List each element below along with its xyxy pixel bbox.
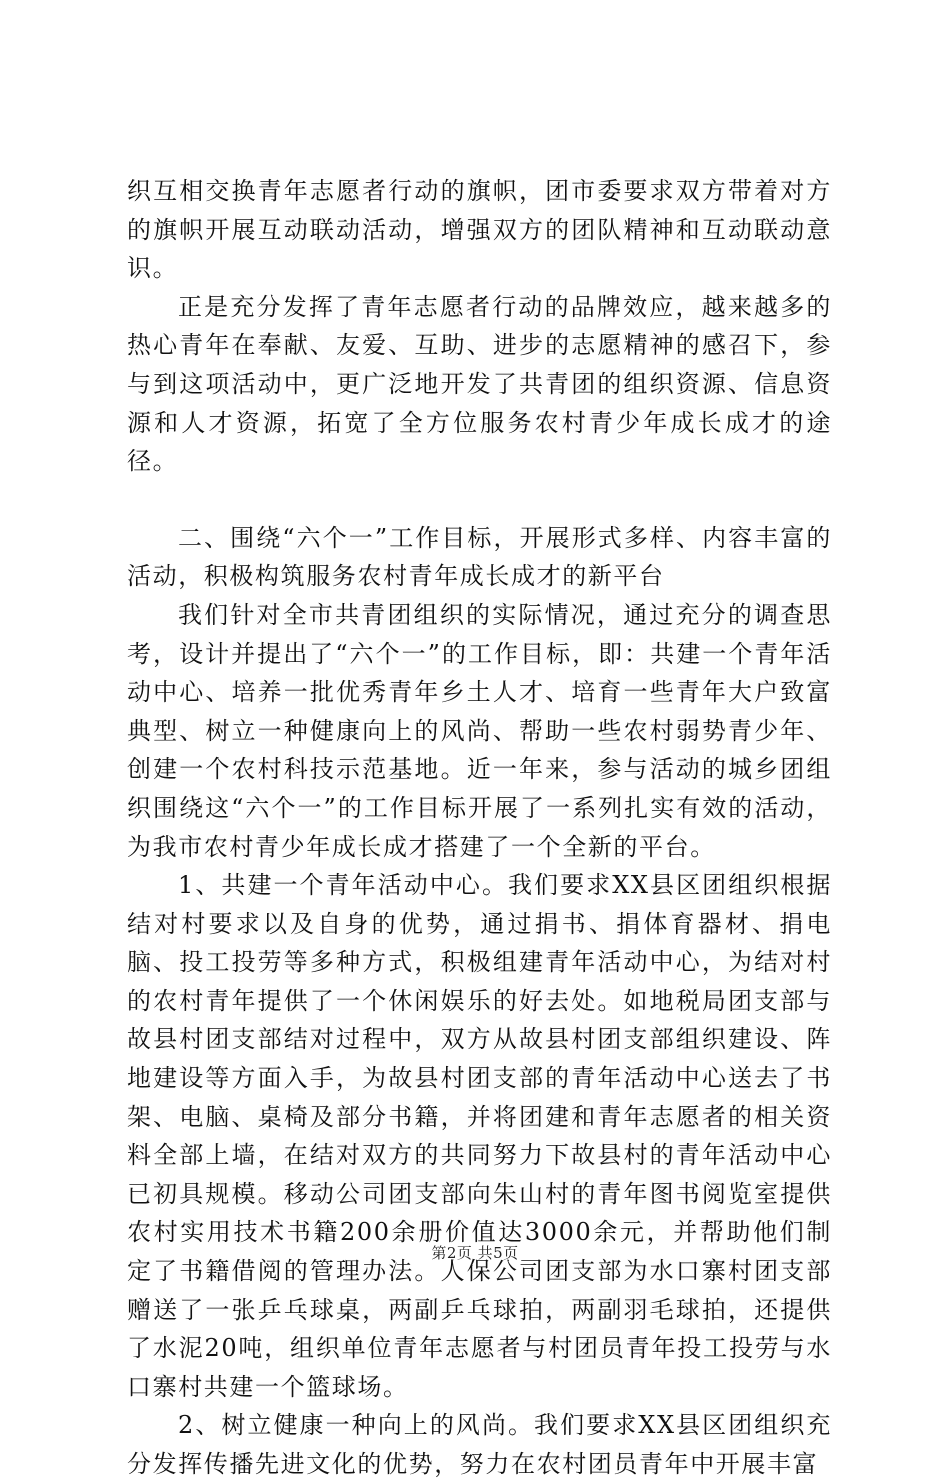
document-body — [127, 172, 832, 1484]
paragraph-healthy-trend: 2、树立健康一种向上的风尚。我们要求XX县区团组织充分发挥传播先进文化的优势，努力在农村团员青年中开展丰富 — [127, 1411, 832, 1478]
section-heading: 二、围绕“六个一”工作目标，开展形式多样、内容丰富的活动，积极构筑服务农村青年成长成才的新平台 — [127, 523, 832, 591]
paragraph-brand-effect: 正是充分发挥了青年志愿者行动的品牌效应，越来越多的热心青年在奉献、友爱、互助、进步的志愿精神的感召下，参与到这项活动中，更广泛地开发了共青团的组织资源、信息资源和人才资源，拓宽了全方位服务农村青少年成长成才的途径。 — [127, 292, 832, 476]
paragraph-continuation: 织互相交换青年志愿者行动的旗帜，团市委要求双方带着对方的旗帜开展互动联动活动，增强双方的团队精神和互动联动意识。 — [127, 177, 832, 283]
page-footer: 第2页 共5页 — [431, 1244, 519, 1262]
paragraph-six-goals: 我们针对全市共青团组织的实际情况，通过充分的调查思考，设计并提出了“六个一”的工作目标，即：共建一个青年活动中心、培养一批优秀青年乡土人才、培育一些青年大户致富典型、树立一种健康向上的风尚、帮助一些农村弱势青少年、创建一个农村科技示范基地。近一年来，参与活动的城乡团组织围绕这“六个一”的工作目标开展了一系列扎实有效的活动，为我市农村青少年成长成才搭建了一个全新的平台。 — [127, 600, 832, 861]
paragraph-youth-center: 1、共建一个青年活动中心。我们要求XX县区团组织根据结对村要求以及自身的优势，通过捐书、捐体育器材、捐电脑、投工投劳等多种方式，积极组建青年活动中心，为结对村的农村青年提供了一个休闲娱乐的好去处。如地税局团支部与故县村团支部结对过程中，双方从故县村团支部组织建设、阵地建设等方面入手，为故县村团支部的青年活动中心送去了书架、电脑、桌椅及部分书籍，并将团建和青年志愿者的相关资料全部上墙，在结对双方的共同努力下故县村的青年活动中心已初具规模。移动公司团支部向朱山村的青年图书阅览室提供农村实用技术书籍200余册价值达3000余元，并帮助他们制定了书籍借阅的管理办法。人保公司团支部为水口寨村团支部赠送了一张乒乓球桌，两副乒乓球拍，两副羽毛球拍，还提供了水泥20吨，组织单位青年志愿者与村团员青年投工投劳与水口寨村共建一个篮球场。 — [127, 871, 832, 1401]
